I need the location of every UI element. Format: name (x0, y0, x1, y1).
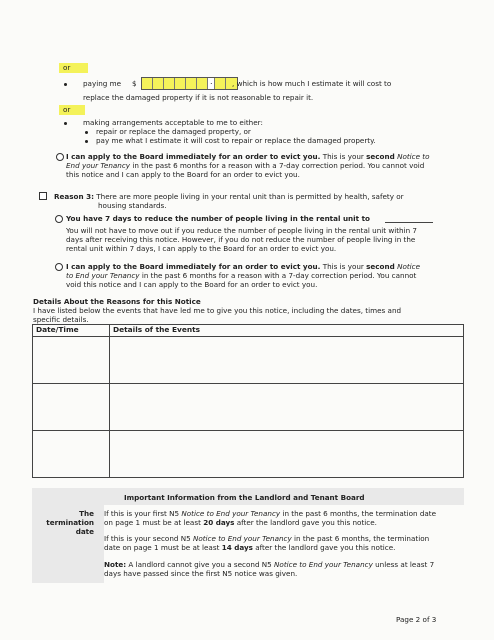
text: This is your (320, 262, 367, 271)
text: in the past 6 months for a reason with a 7-day correction period. You cannot void (130, 161, 425, 170)
amount-field[interactable] (141, 77, 238, 90)
board-option-1-line-3: this notice and I can apply to the Board for an order to evict you. (66, 170, 300, 179)
reason-3-line-2: housing standards. (98, 201, 167, 210)
info-note-2: days have passed since the first N5 notice was given. (104, 569, 298, 578)
events-row[interactable] (33, 431, 464, 478)
text: Notice (397, 262, 421, 271)
text: 14 days (221, 543, 253, 552)
seven-days-radio[interactable] (55, 215, 63, 223)
or-label-1: or (59, 63, 88, 73)
date-cell[interactable] (33, 337, 110, 384)
text: Notice to End your Tenancy (181, 509, 281, 518)
details-text-1: I have listed below the events that have led me to give you this notice, including the dates, times and (33, 306, 402, 315)
events-header-row (33, 325, 464, 337)
board-option-radio-2[interactable] (55, 263, 63, 271)
text: unless at least 7 (372, 560, 435, 569)
text: A landlord cannot give you a second N5 (126, 560, 275, 569)
arrangements-sub-2: pay me what I estimate it will cost to repair or replace the damaged property. (96, 136, 376, 145)
text: after the landlord gave you this notice. (234, 518, 377, 527)
board-option-1-line-2 (66, 161, 424, 170)
page-number: Page 2 of 3 (396, 615, 437, 624)
board-option-2-line-3: void this notice and I can apply to the Board for an order to evict you. (66, 280, 318, 289)
text: after the landlord gave you this notice. (252, 543, 396, 552)
info-note-1 (104, 560, 434, 569)
board-option-2-bold: I can apply to the Board immediately for an order to evict you. (66, 262, 321, 271)
info-first-1 (104, 509, 436, 518)
text: in the past 6 months for a reason with a 7-day correction period. You cannot (139, 271, 417, 280)
reason-3-line-1 (54, 192, 404, 201)
board-option-1-line-1 (66, 152, 430, 161)
text: Note: (104, 560, 127, 569)
events-table (32, 324, 464, 478)
reason-3-checkbox[interactable] (39, 192, 47, 200)
sidebar-the: The (79, 509, 94, 518)
arrangements-sub-1: repair or replace the damaged property, or (96, 127, 251, 136)
info-title: Important Information from the Landlord and Tenant Board (124, 493, 365, 502)
details-cell[interactable] (110, 431, 464, 478)
bullet (85, 140, 88, 143)
board-option-1-bold: I can apply to the Board immediately for an order to evict you. (66, 152, 321, 161)
info-second-1 (104, 534, 429, 543)
or-label-2: or (59, 105, 85, 115)
date-cell[interactable] (33, 384, 110, 431)
details-text-2: specific details. (33, 315, 89, 324)
seven-days-text-3: rental unit within 7 days, I can apply to the Board for an order to evict you. (66, 244, 337, 253)
arrangements-text: making arrangements acceptable to me to either: (83, 118, 263, 127)
text: Notice to End your Tenancy (274, 560, 373, 569)
text: If this is your first N5 (104, 509, 182, 518)
paying-text: , which is how much I estimate it will cost to (232, 79, 392, 88)
text: date on page 1 must be at least (104, 543, 222, 552)
board-option-2-line-1 (66, 262, 420, 271)
text: on page 1 must be at least (104, 518, 204, 527)
sidebar-termination: termination (46, 518, 94, 527)
seven-days-text-1: You will not have to move out if you reduce the number of people living in the rental unit within 7 (66, 226, 418, 235)
col-details: Details of the Events (110, 325, 464, 337)
sidebar-date: date (75, 527, 94, 536)
text: in the past 6 months, the termination (291, 534, 430, 543)
bullet (64, 83, 67, 86)
board-option-2-line-2 (66, 271, 416, 280)
reason-3-label: Reason 3: (54, 192, 94, 201)
currency-symbol: $ (132, 79, 137, 88)
text: 20 days (203, 518, 235, 527)
details-heading: Details About the Reasons for this Notice (33, 297, 201, 306)
seven-days-text-2: days after receiving this notice. However, if you do not reduce the number of people living in the (66, 235, 416, 244)
text: Notice to End your Tenancy (192, 534, 292, 543)
details-cell[interactable] (110, 337, 464, 384)
bullet (85, 131, 88, 134)
col-date-time: Date/Time (33, 325, 110, 337)
text: This is your (320, 152, 367, 161)
events-row[interactable] (33, 384, 464, 431)
text: End your Tenancy (66, 161, 131, 170)
info-second-2 (104, 543, 395, 552)
info-first-2 (104, 518, 377, 527)
text: second (366, 262, 395, 271)
text: There are more people living in your rental unit than is permitted by health, safety or (93, 192, 404, 201)
board-option-radio-1[interactable] (56, 153, 64, 161)
events-row[interactable] (33, 337, 464, 384)
text: in the past 6 months, the termination date (280, 509, 437, 518)
paying-text-2: replace the damaged property if it is not reasonable to repair it. (83, 93, 314, 102)
seven-days-heading: You have 7 days to reduce the number of people living in the rental unit to (66, 214, 370, 223)
paying-label: paying me (83, 79, 122, 88)
text: Notice to (397, 152, 430, 161)
people-count-line[interactable] (385, 222, 433, 223)
text: to End your Tenancy (66, 271, 140, 280)
date-cell[interactable] (33, 431, 110, 478)
bullet (64, 122, 67, 125)
details-cell[interactable] (110, 384, 464, 431)
text: If this is your second N5 (104, 534, 193, 543)
text: second (366, 152, 395, 161)
